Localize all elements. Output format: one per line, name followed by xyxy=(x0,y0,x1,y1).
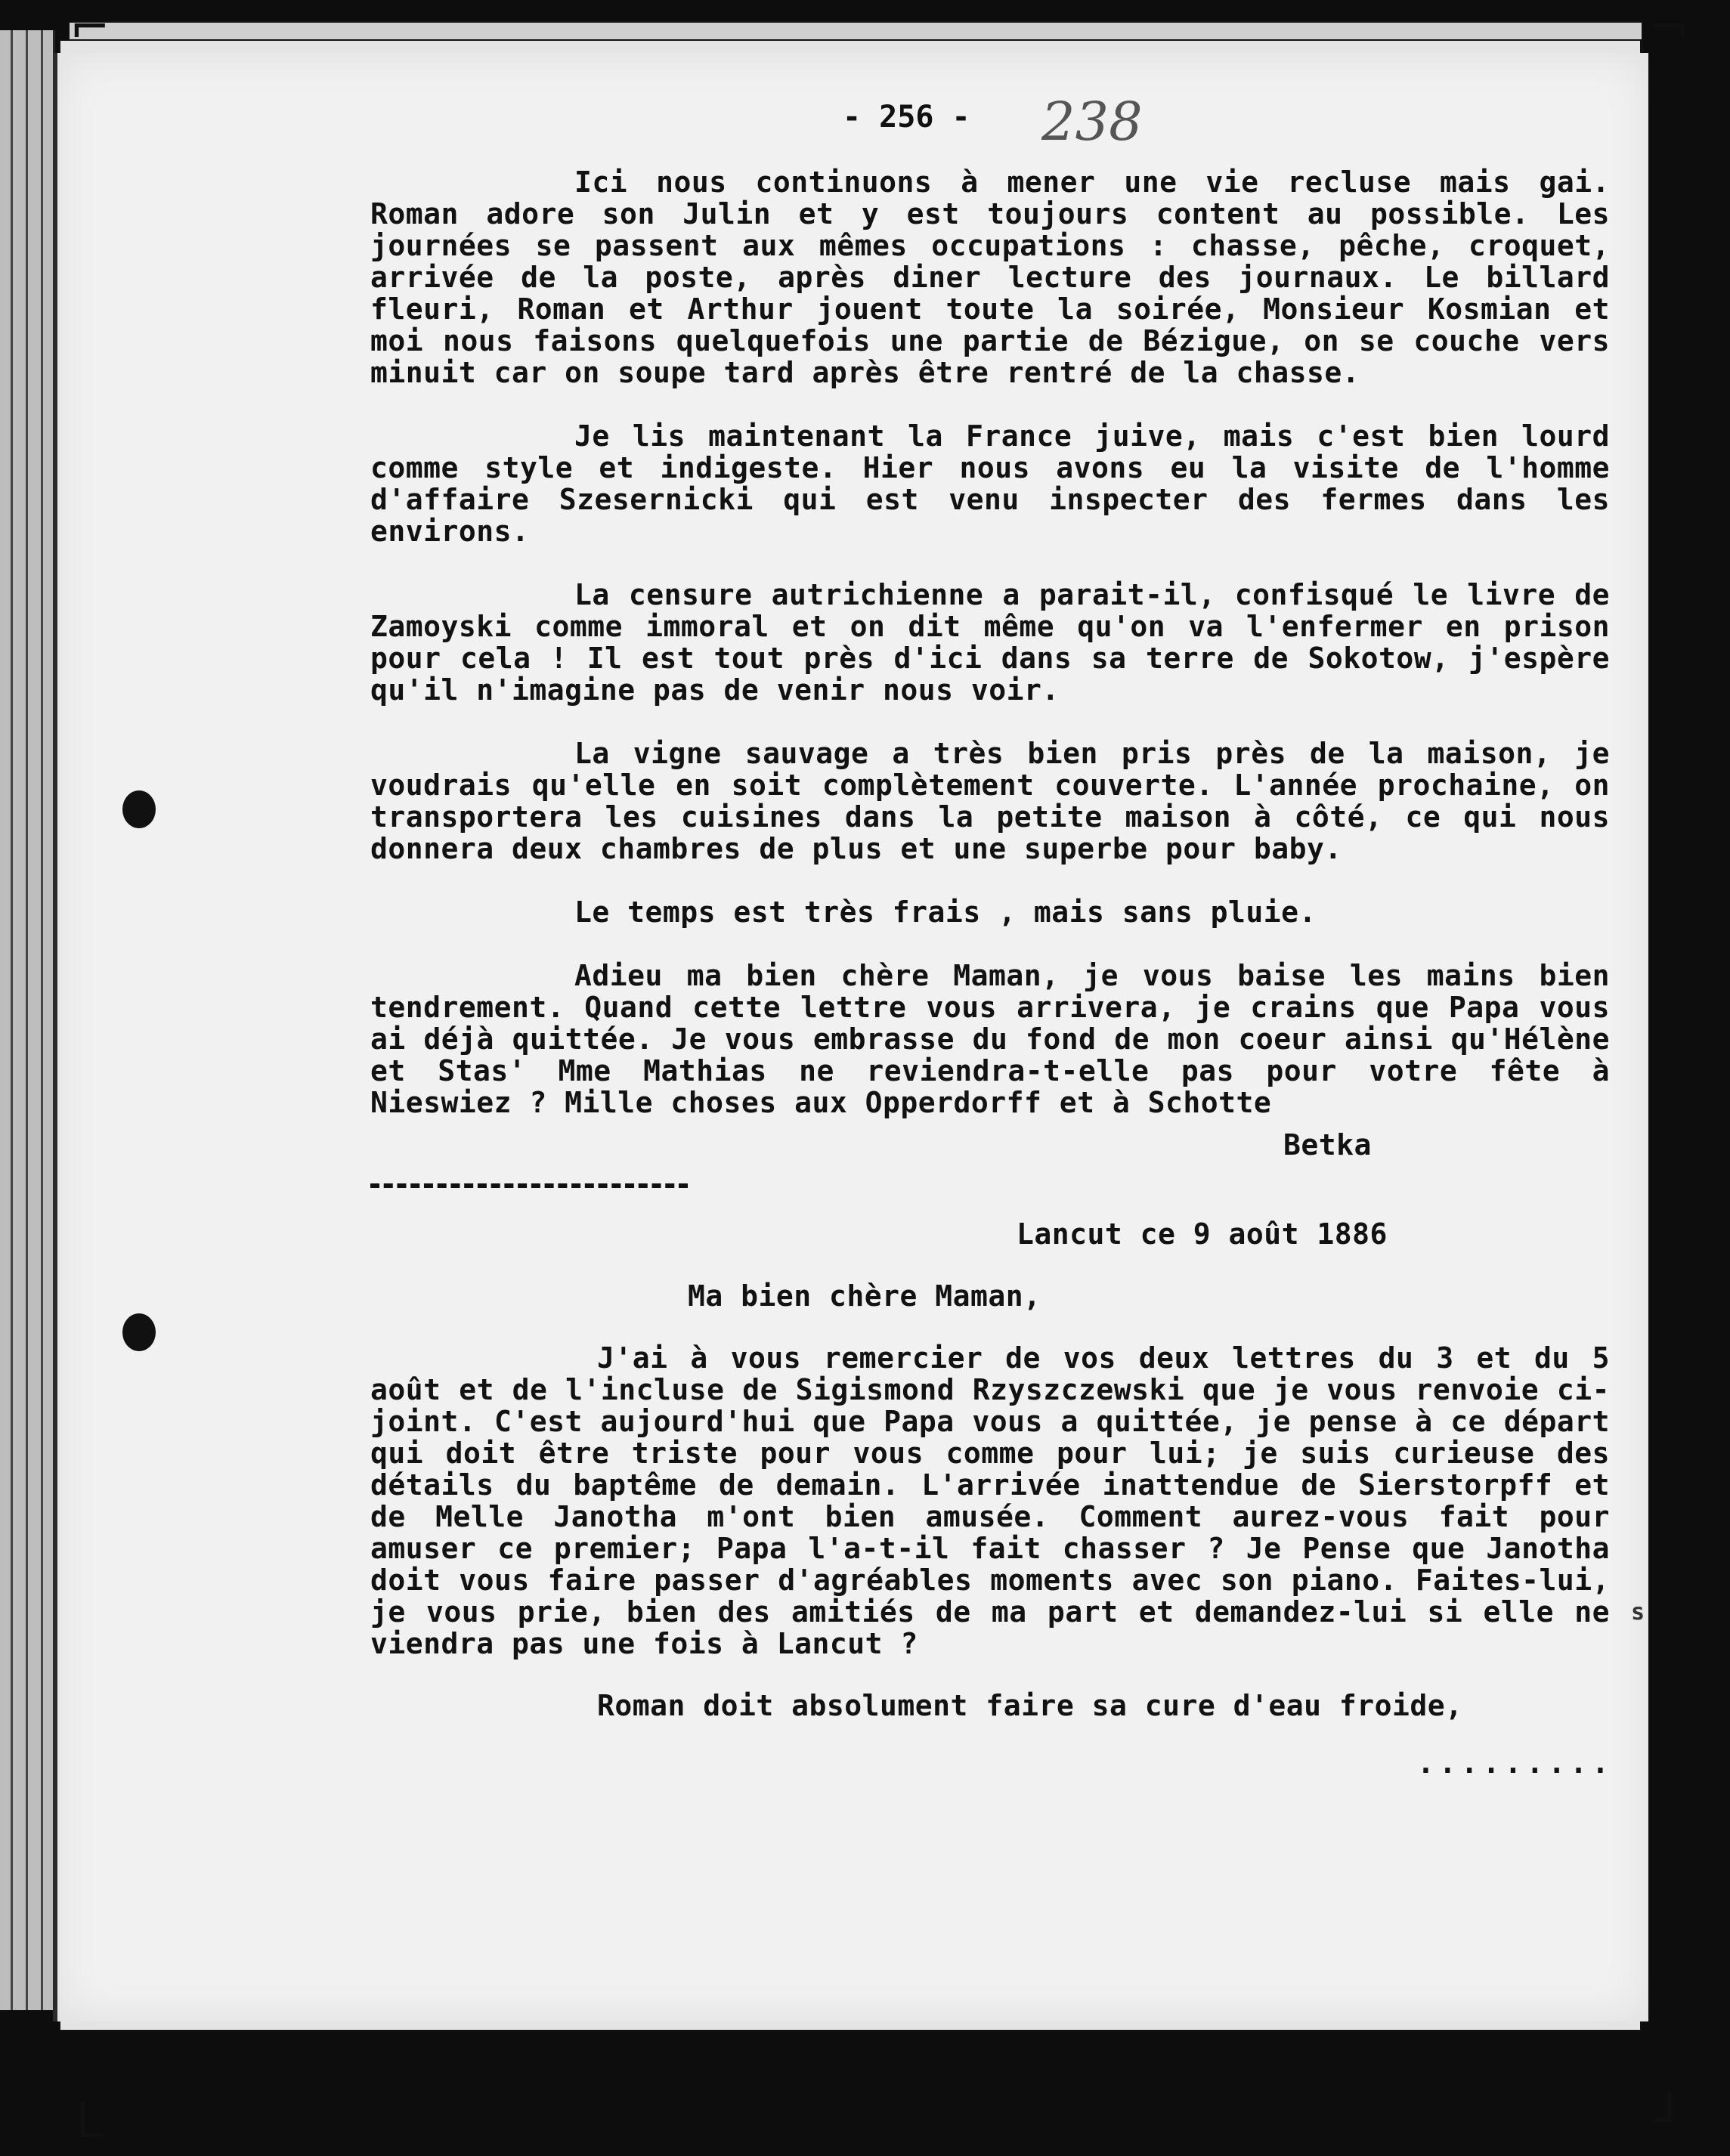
crop-mark-top-left: ⌐ xyxy=(70,0,110,56)
salutation: Ma bien chère Maman, xyxy=(688,1279,1041,1313)
crop-mark-bottom-right: ┘ xyxy=(1655,2093,1685,2149)
punch-hole xyxy=(122,790,156,828)
letter-body xyxy=(370,165,1614,1780)
crop-mark-top-right: ¬ xyxy=(1649,0,1690,56)
paragraph: La censure autrichienne a parait-il, confisqué le livre de Zamoyski comme immoral et on dit même qu'on va l'enfermer en prison pour cela ! Il est tout près d'ici dans sa terre de Sokotow, j'espère qu'il n'imagine pas de venir nous voir. xyxy=(370,578,1610,707)
continuation-marker: ......... xyxy=(1417,1746,1614,1780)
weather-line: Le temps est très frais , mais sans pluie. xyxy=(574,895,1317,929)
dateline: Lancut ce 9 août 1886 xyxy=(1017,1217,1388,1251)
binder-line xyxy=(41,30,43,2010)
paragraph: J'ai à vous remercier de vos deux lettres du 3 et du 5 août et de l'incluse de Sigismond Rzyszczewski que je vous renvoie ci-joint. C'est aujourd'hui que Papa vous a quittée, je pense à ce départ qui doit être triste pour vous comme pour lui; je suis curieuse des détails du baptême de demain. L'arrivée inattendue de Sierstorpff et de Melle Janotha m'ont bien amusée. Comment aurez-vous fait pour amuser ce premier; Papa l'a-t-il fait chasser ? Je Pense que Janotha doit vous faire passer d'agréables moments avec son piano. Faites-lui, je vous prie, bien des amitiés de ma part et demandez-lui si elle ne viendra pas une fois à Lancut ? xyxy=(370,1341,1610,1660)
signature: Betka xyxy=(1283,1128,1372,1162)
closing-paragraph: Adieu ma bien chère Maman, je vous baise les mains bien tendrement. Quand cette lettre vous arrivera, je crains que Papa vous ai déjà quittée. Je vous embrasse du fond de mon coeur ainsi qu'Hélène et Stas' Mme Mathias ne reviendra-t-elle pas pour votre fête à Nieswiez ? Mille choses aux Opperdorff et à Schotte xyxy=(370,959,1610,1119)
paragraph: La vigne sauvage a très bien pris près de la maison, je voudrais qu'elle en soit complètement couverte. L'année prochaine, on transportera les cuisines dans la petite maison à côté, ce qui nous donnera deux chambres de plus et une superbe pour baby. xyxy=(370,737,1610,865)
paragraph: Je lis maintenant la France juive, mais c'est bien lourd comme style et indigeste. Hier nous avons eu la visite de l'homme d'affaire Szesernicki qui est venu inspecter des fermes dans les environs. xyxy=(370,419,1610,548)
binder-line xyxy=(11,30,13,2010)
margin-mark: s xyxy=(1631,1599,1645,1626)
last-line: Roman doit absolument faire sa cure d'eau froide, xyxy=(597,1689,1463,1722)
typed-page-number: - 256 - xyxy=(843,100,970,135)
paragraph: Ici nous continuons à mener une vie recluse mais gai. Roman adore son Julin et y est toujours content au possible. Les journées se passent aux mêmes occupations : chasse, pêche, croquet, arrivée de la poste, après diner lecture des journaux. Le billard fleuri, Roman et Arthur jouent toute la soirée, Monsieur Kosmian et moi nous faisons quelquefois une partie de Bézigue, on se couche vers minuit car on soupe tard après être rentré de la chasse. xyxy=(370,165,1610,389)
section-divider xyxy=(370,1183,688,1188)
binder-edge xyxy=(0,30,55,2010)
handwritten-page-number: 238 xyxy=(1041,91,1143,153)
punch-hole xyxy=(122,1313,156,1351)
crop-mark-bottom-left: L xyxy=(76,2093,103,2149)
binder-line xyxy=(26,30,28,2010)
